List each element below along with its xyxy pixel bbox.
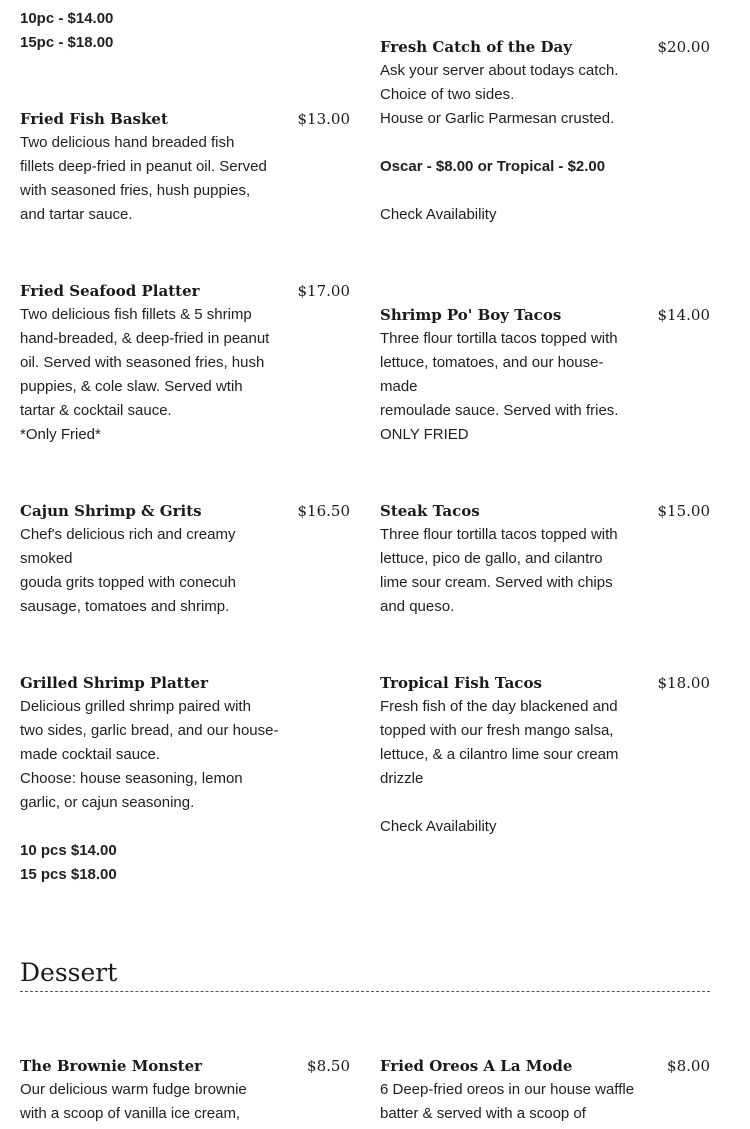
item-desc-line: lettuce, & a cilantro lime sour cream [380,746,619,763]
item-price-shrimp-po-boy-tacos: $14.00 [657,306,710,324]
item-name-steak-tacos: Steak Tacos [380,502,480,520]
item-desc-line: tartar & cocktail sauce. [20,402,172,419]
item-desc-line: oil. Served with seasoned fries, hush [20,354,265,371]
item-desc-line: with seasoned fries, hush puppies, [20,182,251,199]
item-desc-line: made [380,378,418,395]
item-desc-line: lime sour cream. Served with chips [380,574,613,591]
item-desc-line: *Only Fried* [20,426,101,443]
item-desc-line: Fresh fish of the day blackened and [380,698,618,715]
item-desc-line: lettuce, tomatoes, and our house- [380,354,604,371]
item-desc-line: Chef's delicious rich and creamy [20,526,236,543]
size-price-line: 10pc - $14.00 [20,10,114,27]
item-desc-line: Three flour tortilla tacos topped with [380,330,618,347]
size-price-line: 10 pcs $14.00 [20,842,117,859]
item-desc-line: Two delicious hand breaded fish [20,134,235,151]
item-desc-line: 6 Deep-fried oreos in our house waffle [380,1081,635,1098]
item-desc-line: hand-breaded, & deep-fried in peanut [20,330,270,347]
item-name-grilled-shrimp-platter: Grilled Shrimp Platter [20,674,208,692]
item-price-fried-oreos: $8.00 [667,1057,710,1075]
item-desc-line: Our delicious warm fudge brownie [20,1081,247,1098]
item-name-cajun-shrimp-grits: Cajun Shrimp & Grits [20,502,202,520]
item-price-brownie-monster: $8.50 [307,1057,350,1075]
item-desc-line: and queso. [380,598,455,615]
item-addons: Oscar - $8.00 or Tropical - $2.00 [380,158,606,175]
item-desc-line: lettuce, pico de gallo, and cilantro [380,550,603,567]
item-desc-line: puppies, & cole slaw. Served wtih [20,378,243,395]
item-name-shrimp-po-boy-tacos: Shrimp Po' Boy Tacos [380,306,562,324]
item-desc-line: Ask your server about todays catch. [380,62,619,79]
item-desc-line: smoked [20,550,73,567]
check-availability-link[interactable]: Check Availability [380,818,497,835]
item-price-fried-fish-basket: $13.00 [297,110,350,128]
item-name-fried-seafood-platter: Fried Seafood Platter [20,282,200,300]
item-name-brownie-monster: The Brownie Monster [20,1057,203,1075]
item-desc-line: Choice of two sides. [380,86,515,103]
item-desc-line: made cocktail sauce. [20,746,161,763]
item-desc-line: Three flour tortilla tacos topped with [380,526,618,543]
item-desc-line: garlic, or cajun seasoning. [20,794,195,811]
size-price-line: 15pc - $18.00 [20,34,114,51]
item-price-steak-tacos: $15.00 [657,502,710,520]
section-divider [20,991,710,992]
item-desc-line: Choose: house seasoning, lemon [20,770,243,787]
item-price-cajun-shrimp-grits: $16.50 [297,502,350,520]
item-desc-line: with a scoop of vanilla ice cream, [20,1105,241,1122]
item-price-tropical-fish-tacos: $18.00 [657,674,710,692]
item-desc-line: and tartar sauce. [20,206,133,223]
item-desc-line: ONLY FRIED [380,426,469,443]
item-desc-line: batter & served with a scoop of [380,1105,586,1122]
item-name-fried-fish-basket: Fried Fish Basket [20,110,168,128]
item-desc-line: House or Garlic Parmesan crusted. [380,110,615,127]
item-desc-line: sausage, tomatoes and shrimp. [20,598,230,615]
item-desc-line: Two delicious fish fillets & 5 shrimp [20,306,252,323]
item-desc-line: gouda grits topped with conecuh [20,574,236,591]
size-price-line: 15 pcs $18.00 [20,866,117,883]
item-price-fresh-catch: $20.00 [657,38,710,56]
item-desc-line: topped with our fresh mango salsa, [380,722,614,739]
check-availability-link[interactable]: Check Availability [380,206,497,223]
item-desc-line: remoulade sauce. Served with fries. [380,402,619,419]
item-desc-line: Delicious grilled shrimp paired with [20,698,251,715]
item-desc-line: two sides, garlic bread, and our house- [20,722,279,739]
item-name-fried-oreos: Fried Oreos A La Mode [380,1057,573,1075]
item-desc-line: fillets deep-fried in peanut oil. Served [20,158,267,175]
item-name-tropical-fish-tacos: Tropical Fish Tacos [380,674,542,692]
section-heading-dessert: Dessert [20,958,118,987]
item-desc-line: drizzle [380,770,424,787]
item-name-fresh-catch: Fresh Catch of the Day [380,38,572,56]
item-price-fried-seafood-platter: $17.00 [297,282,350,300]
